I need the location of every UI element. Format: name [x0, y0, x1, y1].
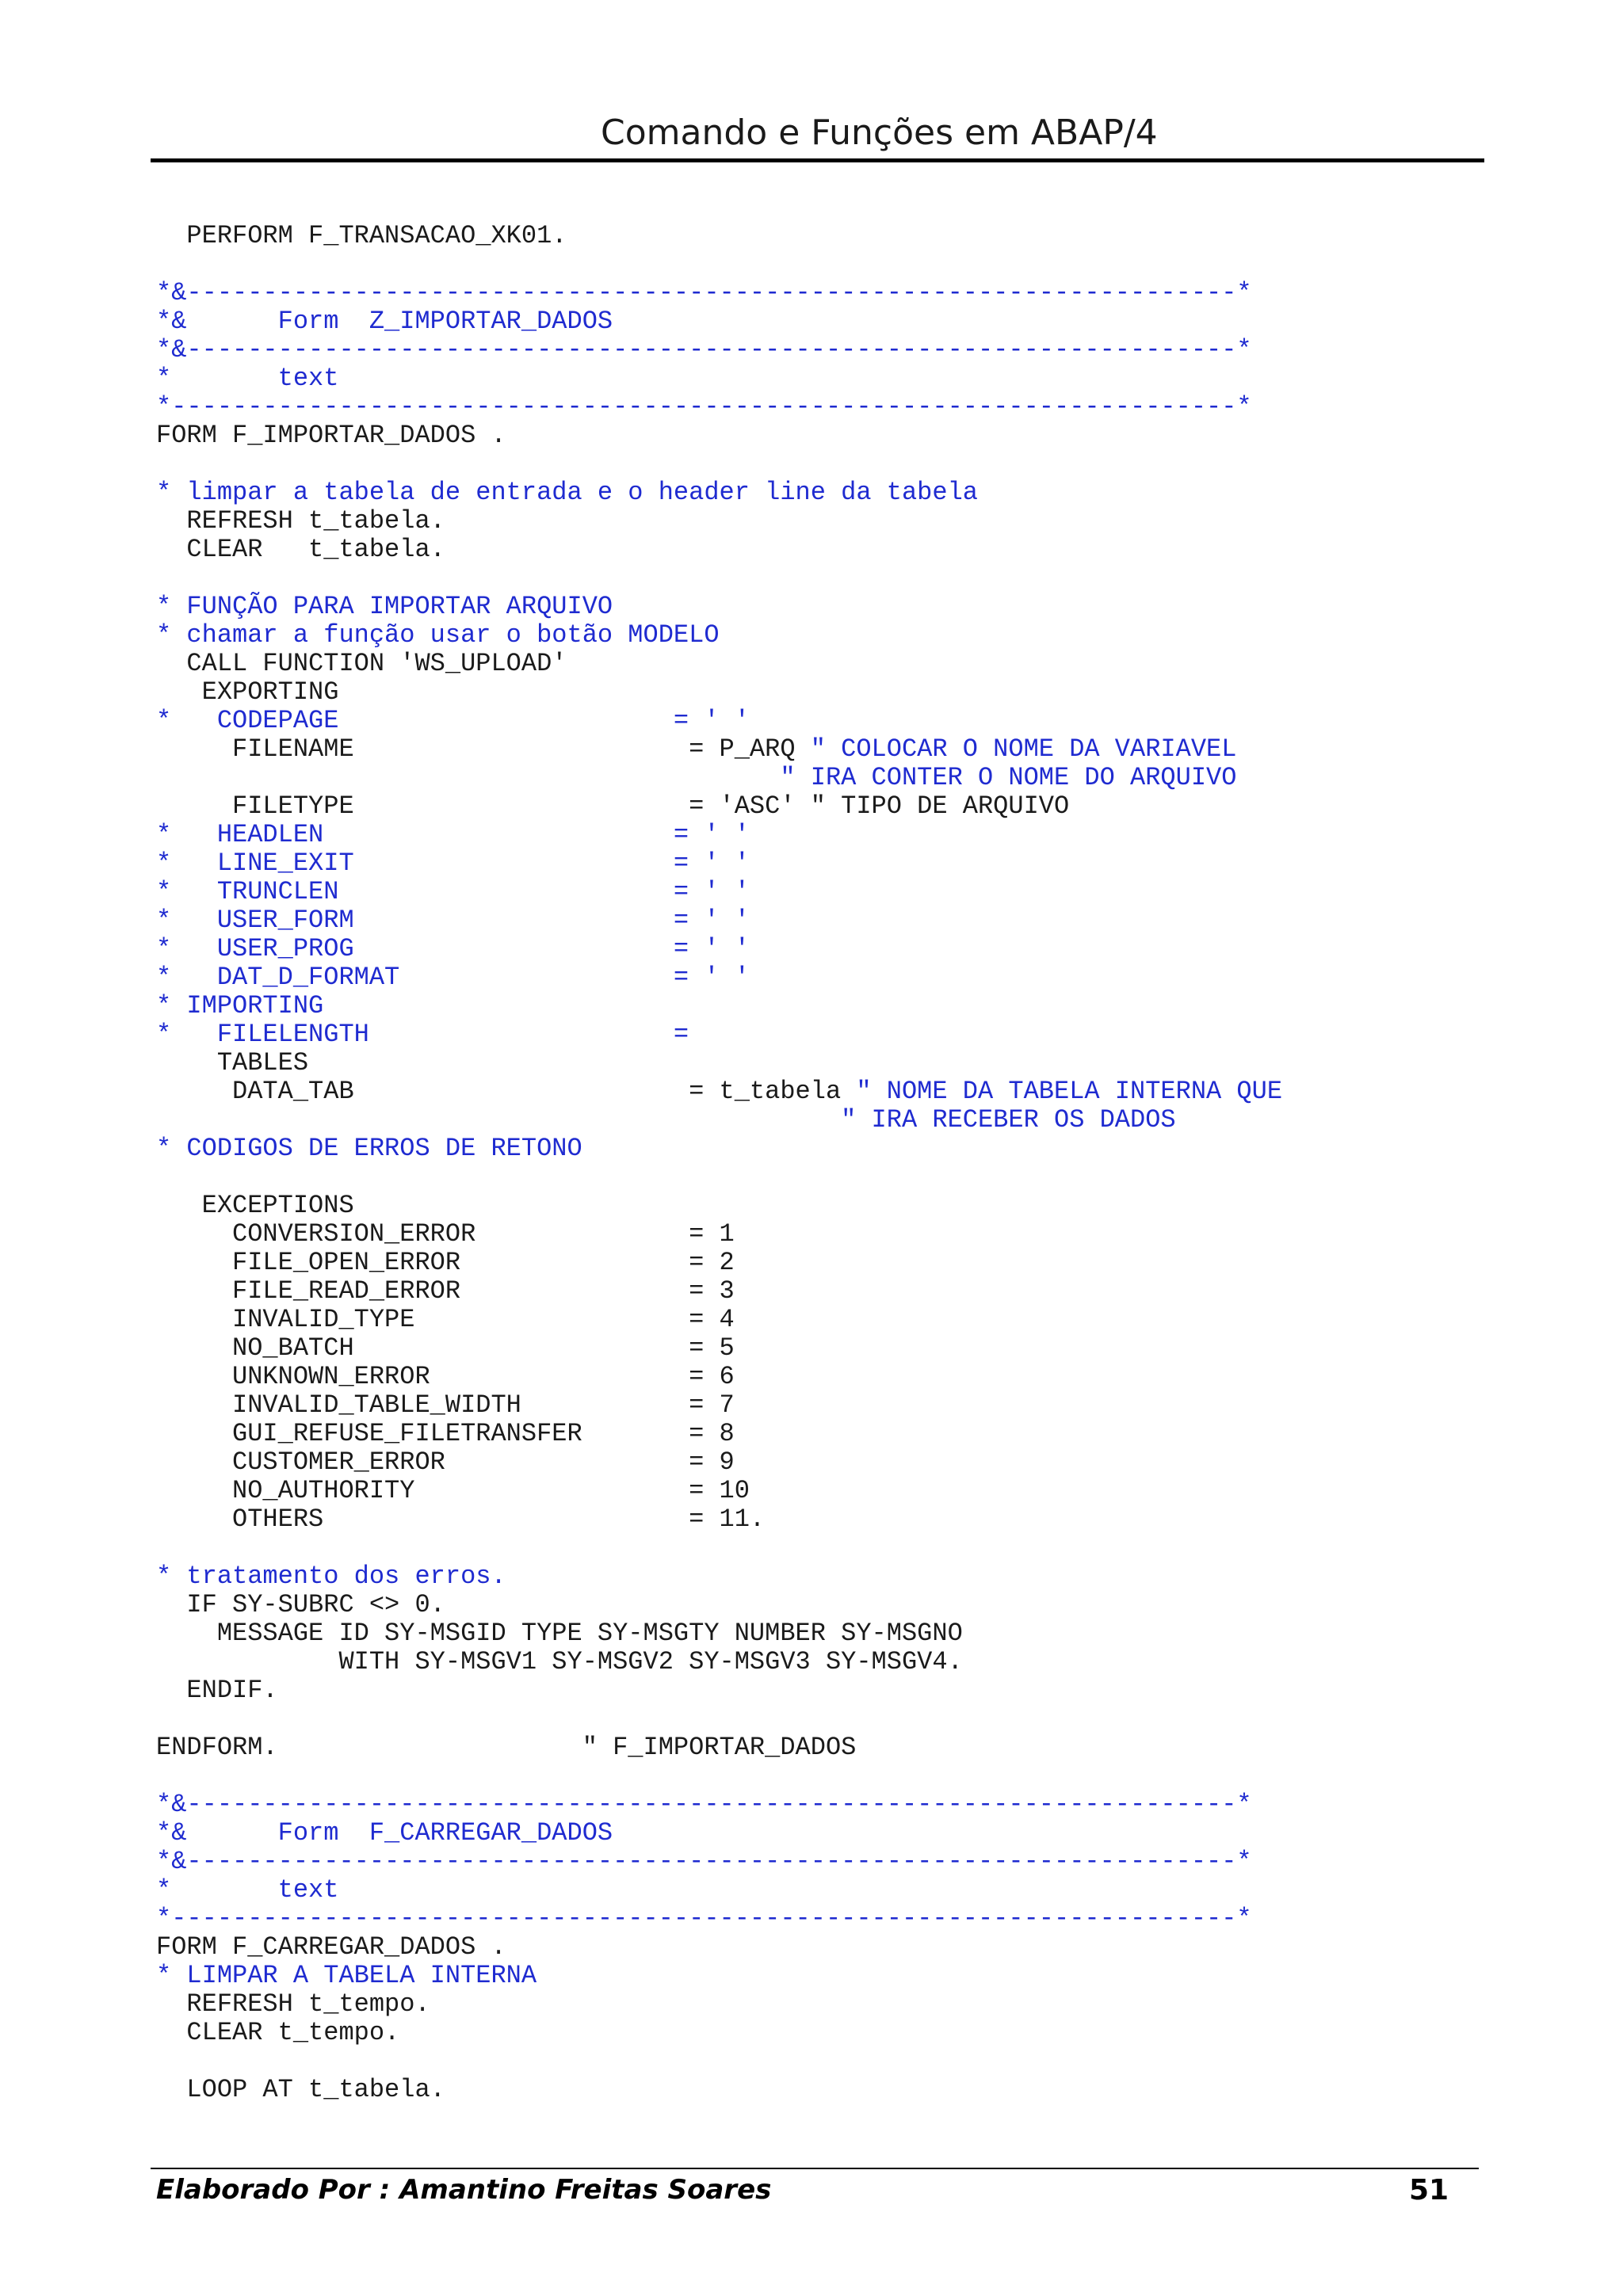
header-divider: [151, 158, 1484, 162]
code-line-text: *&---------------------------------------------------------------------*: [156, 335, 1252, 364]
page-number: 51: [1409, 2174, 1449, 2206]
code-line-text: *&---------------------------------------------------------------------*: [156, 1847, 1252, 1876]
code-line-text: * USER_FORM = ' ': [156, 906, 750, 935]
code-comment-line: [156, 1562, 1282, 1591]
code-line-text: * HEADLEN = ' ': [156, 820, 750, 849]
code-line-text: *----------------------------------------------------------------------*: [156, 1904, 1252, 1933]
code-inline-comment: " COLOCAR O NOME DA VARIAVEL: [810, 734, 1237, 764]
code-line: [156, 1220, 1282, 1249]
code-line-text: * limpar a tabela de entrada e o header line da tabela: [156, 478, 978, 507]
code-line-text: * TRUNCLEN = ' ': [156, 877, 750, 906]
code-line-text: FORM F_CARREGAR_DADOS .: [156, 1932, 506, 1962]
code-line-text: " IRA CONTER O NOME DO ARQUIVO: [156, 763, 1237, 792]
code-line-text: LOOP AT t_tabela.: [156, 2075, 445, 2104]
code-line-text: OTHERS = 11.: [156, 1505, 766, 1534]
code-line: [156, 1534, 1282, 1562]
code-line-text: * IMPORTING: [156, 991, 324, 1020]
code-line: [156, 1391, 1282, 1420]
code-line: [156, 1077, 1282, 1106]
code-line-text: DATA_TAB = t_tabela: [156, 1077, 857, 1106]
code-comment-line: [156, 878, 1282, 906]
code-line: [156, 1591, 1282, 1619]
code-line: [156, 450, 1282, 479]
footer-divider: [151, 2168, 1479, 2169]
code-line: [156, 507, 1282, 536]
code-line: [156, 1990, 1282, 2019]
code-line: [156, 1705, 1282, 1733]
code-line-text: EXPORTING: [156, 677, 339, 707]
code-line: [156, 1306, 1282, 1334]
code-line: [156, 1363, 1282, 1391]
code-line: [156, 1277, 1282, 1306]
code-line-text: CUSTOMER_ERROR = 9: [156, 1447, 735, 1477]
code-line: [156, 1163, 1282, 1192]
code-comment-line: [156, 1905, 1282, 1933]
code-line: [156, 1648, 1282, 1676]
code-line: [156, 1334, 1282, 1363]
code-comment-line: [156, 1962, 1282, 1990]
code-line: [156, 1249, 1282, 1277]
code-comment-line: [156, 593, 1282, 621]
code-line: [156, 1733, 1282, 1762]
code-line: [156, 1933, 1282, 1962]
code-comment-line: [156, 1791, 1282, 1819]
code-line: [156, 2076, 1282, 2104]
code-line-text: * CODEPAGE = ' ': [156, 706, 750, 735]
code-line-text: FILETYPE = 'ASC' " TIPO DE ARQUIVO: [156, 791, 1070, 821]
code-line: [156, 792, 1282, 821]
code-line-text: * text: [156, 1875, 339, 1905]
code-comment-line: [156, 821, 1282, 849]
code-line-text: * chamar a função usar o botão MODELO: [156, 620, 720, 650]
code-line: [156, 1049, 1282, 1077]
code-line: [156, 421, 1282, 450]
code-line-text: * FILELENGTH =: [156, 1020, 689, 1049]
code-line: [156, 1448, 1282, 1477]
code-comment-line: [156, 1876, 1282, 1905]
code-line: [156, 1192, 1282, 1220]
code-line-text: * LINE_EXIT = ' ': [156, 849, 750, 878]
code-line: [156, 564, 1282, 593]
code-comment-line: [156, 364, 1282, 393]
code-line-text: WITH SY-MSGV1 SY-MSGV2 SY-MSGV3 SY-MSGV4.: [156, 1647, 963, 1676]
code-line-text: * tratamento dos erros.: [156, 1562, 506, 1591]
code-line: [156, 222, 1282, 250]
code-comment-line: [156, 621, 1282, 650]
code-line-text: * FUNÇÃO PARA IMPORTAR ARQUIVO: [156, 592, 613, 621]
code-comment-line: [156, 1106, 1282, 1135]
code-line-text: * USER_PROG = ' ': [156, 934, 750, 963]
code-line-text: REFRESH t_tabela.: [156, 506, 445, 536]
code-line: [156, 678, 1282, 707]
code-line-text: " IRA RECEBER OS DADOS: [156, 1105, 1176, 1135]
code-line-text: *&---------------------------------------------------------------------*: [156, 278, 1252, 307]
code-line-text: REFRESH t_tempo.: [156, 1989, 430, 2019]
code-comment-line: [156, 764, 1282, 792]
code-comment-line: [156, 479, 1282, 507]
code-line: [156, 1676, 1282, 1705]
code-comment-line: [156, 849, 1282, 878]
code-line-text: * DAT_D_FORMAT = ' ': [156, 963, 750, 992]
code-line: [156, 1619, 1282, 1648]
code-line-text: EXCEPTIONS: [156, 1191, 354, 1220]
code-line-text: * CODIGOS DE ERROS DE RETONO: [156, 1134, 582, 1163]
code-line: [156, 2019, 1282, 2047]
code-line-text: ENDIF.: [156, 1676, 278, 1705]
code-comment-line: [156, 707, 1282, 735]
code-comment-line: [156, 393, 1282, 421]
code-comment-line: [156, 279, 1282, 307]
code-comment-line: [156, 963, 1282, 992]
code-line-text: UNKNOWN_ERROR = 6: [156, 1362, 735, 1391]
code-comment-line: [156, 935, 1282, 963]
code-comment-line: [156, 992, 1282, 1020]
code-line: [156, 1762, 1282, 1791]
code-line: [156, 1420, 1282, 1448]
code-line: [156, 250, 1282, 279]
code-comment-line: [156, 1020, 1282, 1049]
code-line-text: * LIMPAR A TABELA INTERNA: [156, 1961, 537, 1990]
code-line-text: NO_AUTHORITY = 10: [156, 1476, 750, 1505]
code-line-text: CALL FUNCTION 'WS_UPLOAD': [156, 649, 567, 678]
code-comment-line: [156, 307, 1282, 336]
code-line-text: FORM F_IMPORTAR_DADOS .: [156, 421, 506, 450]
code-line-text: PERFORM F_TRANSACAO_XK01.: [156, 221, 567, 250]
code-line-text: *& Form F_CARREGAR_DADOS: [156, 1818, 613, 1848]
code-listing: [156, 222, 1282, 2104]
code-line-text: *& Form Z_IMPORTAR_DADOS: [156, 307, 613, 336]
code-line: [156, 2047, 1282, 2076]
code-comment-line: [156, 336, 1282, 364]
code-line-text: CLEAR t_tabela.: [156, 535, 445, 564]
code-line-text: *----------------------------------------------------------------------*: [156, 392, 1252, 421]
code-line: [156, 1477, 1282, 1505]
code-comment-line: [156, 906, 1282, 935]
code-line-text: NO_BATCH = 5: [156, 1333, 735, 1363]
code-line-text: *&---------------------------------------------------------------------*: [156, 1790, 1252, 1819]
code-inline-comment: " NOME DA TABELA INTERNA QUE: [856, 1077, 1283, 1106]
code-line-text: INVALID_TABLE_WIDTH = 7: [156, 1390, 735, 1420]
code-line-text: CONVERSION_ERROR = 1: [156, 1219, 735, 1249]
code-line-text: TABLES: [156, 1048, 309, 1077]
code-line-text: * text: [156, 364, 339, 393]
code-line: [156, 735, 1282, 764]
code-line: [156, 1505, 1282, 1534]
code-line: [156, 536, 1282, 564]
code-line-text: FILE_READ_ERROR = 3: [156, 1276, 735, 1306]
page-header-title: Comando e Funções em ABAP/4: [601, 113, 1158, 153]
code-line-text: INVALID_TYPE = 4: [156, 1305, 735, 1334]
code-line-text: FILE_OPEN_ERROR = 2: [156, 1248, 735, 1277]
code-line-text: FILENAME = P_ARQ: [156, 734, 811, 764]
code-line-text: MESSAGE ID SY-MSGID TYPE SY-MSGTY NUMBER SY-MSGNO: [156, 1619, 963, 1648]
code-line-text: ENDFORM. " F_IMPORTAR_DADOS: [156, 1733, 857, 1762]
code-comment-line: [156, 1819, 1282, 1848]
code-line-text: IF SY-SUBRC <> 0.: [156, 1590, 445, 1619]
code-line-text: CLEAR t_tempo.: [156, 2018, 400, 2047]
code-line-text: GUI_REFUSE_FILETRANSFER = 8: [156, 1419, 735, 1448]
code-comment-line: [156, 1848, 1282, 1876]
footer-author: Elaborado Por : Amantino Freitas Soares: [156, 2174, 772, 2206]
code-comment-line: [156, 1135, 1282, 1163]
code-line: [156, 650, 1282, 678]
